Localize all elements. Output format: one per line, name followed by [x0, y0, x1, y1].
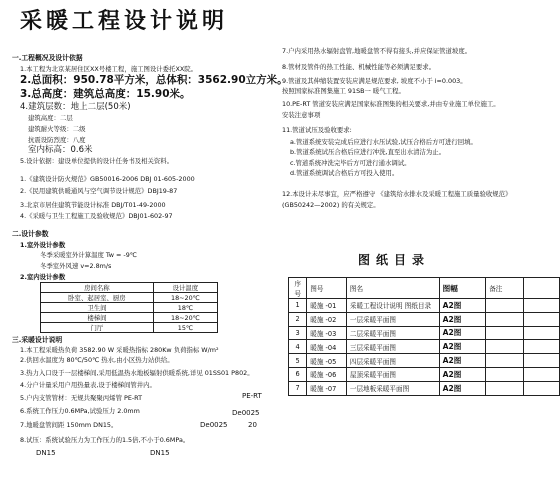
table-cell: 1	[289, 299, 307, 313]
table-cell: 暖施 -07	[307, 381, 347, 395]
section-heading-overview: 一.工程概况及设计依据	[12, 54, 83, 62]
table-cell: A2图	[439, 340, 486, 354]
subheading: 1.室外设计参数	[20, 241, 66, 249]
table-cell: 屋顶采暖平面图	[346, 367, 439, 381]
text-line: d.管道系统调试合格后方可投入使用。	[290, 169, 399, 177]
text-line: 室内标高：0.6米	[28, 145, 93, 155]
table-cell: A2图	[439, 326, 486, 340]
table-cell: 5	[289, 354, 307, 368]
text-line: 7.地暖盘管间距 150mm DN15。	[20, 421, 118, 429]
table-cell: A2图	[439, 354, 486, 368]
table-cell: 一层地板采暖平面图	[346, 381, 439, 395]
text-line: 12.本设计未尽事宜，应严格遵守 《建筑给水排水及采暖工程施工质量验收规范》	[282, 190, 512, 198]
text-line: (GB50242—2002) 的有关规定。	[282, 201, 380, 209]
text-line: b.管道系统试压合格后应进行冲洗,直至出水清洁为止。	[290, 148, 446, 156]
code-reference: 2.《民用建筑供暖通风与空气调节设计规范》DBJ19-87	[20, 187, 178, 195]
table-header: 图名	[346, 278, 439, 299]
table-row	[289, 299, 560, 313]
text-line: 10.PE-RT 管道安装应满足国家标准图集的相关要求,并由专业施工单位施工。	[282, 100, 500, 108]
table-cell	[523, 381, 559, 395]
table-cell	[523, 340, 559, 354]
directory-title: 图纸目录	[358, 253, 431, 267]
value-label: De0025	[200, 421, 228, 429]
text-line: 5.户内支管管材：无规共聚聚丙烯管 PE-RT	[20, 394, 143, 402]
table-cell	[486, 354, 523, 368]
table-cell: 暖施 -03	[307, 326, 347, 340]
table-header	[523, 278, 559, 299]
table-cell: A2图	[439, 299, 486, 313]
table-cell	[486, 326, 523, 340]
value-label: De0025	[232, 409, 260, 417]
code-reference: 4.《采暖与卫生工程施工及验收规范》DBJ01-602-97	[20, 212, 173, 220]
value-label: DN15	[150, 449, 170, 457]
text-line: 3.热力入口设于一层楼梯间,采用低温热水地板辐射供暖系统,详见 01SS01 P802。	[20, 369, 254, 377]
table-cell: A2图	[439, 367, 486, 381]
table-cell	[523, 354, 559, 368]
drawing-directory-table	[288, 277, 560, 396]
text-line: 1.本工程为北京某居住区XX号楼工程，施工图设计委托XX院。	[20, 65, 197, 73]
text-line: 安装注意事项	[282, 111, 321, 119]
section-heading-heating: 三.采暖设计说明	[12, 336, 63, 344]
text-line: 7.户内采用热水辐射盘管,地暖盘管不得有接头,并应保证管道坡度。	[282, 47, 472, 55]
text-line: 8.管材及管件的热工性能、机械性能等必须满足要求。	[282, 63, 436, 71]
table-row	[41, 313, 218, 323]
table-row	[289, 340, 560, 354]
text-line: 6.系统工作压力0.6MPa,试验压力 2.0mm	[20, 407, 140, 415]
section-heading-params: 二.设计参数	[12, 230, 49, 238]
subheading: 2.室内设计参数	[20, 273, 66, 281]
text-line: 4.分户计量采用户用热量表,设于楼梯间管井内。	[20, 381, 156, 389]
table-cell: 二层采暖平面图	[346, 326, 439, 340]
code-reference: 1.《建筑设计防火规范》GB50016-2006 DBJ 01-605-2000	[20, 175, 195, 183]
table-cell: 3	[289, 326, 307, 340]
table-row	[41, 293, 218, 303]
indoor-param-table	[40, 282, 218, 333]
table-cell	[523, 326, 559, 340]
table-cell	[523, 299, 559, 313]
text-line: 按照国家标准图集施工 91SB一 暖气工程。	[282, 87, 405, 95]
text-line: a.管道系统安装完成后应进行水压试验,试压合格后方可进行回填。	[290, 138, 477, 146]
table-cell: 暖施 -06	[307, 367, 347, 381]
table-cell: 四层采暖平面图	[346, 354, 439, 368]
table-cell	[486, 381, 523, 395]
table-cell: 15℃	[153, 323, 217, 333]
table-header: 备注	[486, 278, 523, 299]
code-reference: 3.北京市居住建筑节能设计标准 DBJ/T01-49-2000	[20, 201, 166, 209]
table-row	[41, 323, 218, 333]
table-row	[289, 367, 560, 381]
text-line: 8.试压：系统试验压力为工作压力的1.5倍,不小于0.6MPa。	[20, 436, 190, 444]
table-cell	[523, 367, 559, 381]
table-cell: 18℃	[153, 303, 217, 313]
table-cell: A2图	[439, 381, 486, 395]
table-cell	[486, 299, 523, 313]
table-cell: 2	[289, 312, 307, 326]
text-line: c.管道系统冲洗完毕后方可进行通水调试。	[290, 159, 411, 167]
table-cell: 暖施 -05	[307, 354, 347, 368]
page-title: 采暖工程设计说明	[20, 9, 229, 34]
table-cell: 暖施 -04	[307, 340, 347, 354]
text-line: 建筑耐火等级：二级	[28, 125, 86, 133]
table-cell: 18~20℃	[153, 313, 217, 323]
table-cell: 门厅	[41, 323, 154, 333]
table-cell: 7	[289, 381, 307, 395]
table-header: 图号	[307, 278, 347, 299]
table-header: 序号	[289, 278, 307, 299]
text-line: 2.供回水温度为 80℃/50℃ 热水,由小区热力站供给。	[20, 356, 174, 364]
table-header: 设计温度	[153, 283, 217, 293]
table-cell: 4	[289, 340, 307, 354]
value-label: 20	[248, 421, 257, 429]
table-row	[289, 354, 560, 368]
text-line: 抗震设防烈度：八度	[28, 136, 86, 144]
text-line: 4.建筑层数：地上二层(50米)	[20, 102, 131, 112]
table-row	[289, 326, 560, 340]
text-line: 11.管道试压及验收要求:	[282, 126, 352, 134]
table-cell: 采暖工程设计说明 图纸目录	[346, 299, 439, 313]
table-cell: 一层采暖平面图	[346, 312, 439, 326]
table-row	[289, 278, 560, 299]
text-line: 2.总面积：950.78平方米，总体积：3562.90立方米。	[20, 74, 288, 86]
text-line: 1.本工程采暖热负荷 3582.90 W 采暖热指标 280Kw 负荷指标 W/m²	[20, 346, 219, 354]
value-label: PE-RT	[242, 392, 262, 400]
table-row	[41, 303, 218, 313]
table-cell: 卫生间	[41, 303, 154, 313]
table-header: 图幅	[439, 278, 486, 299]
table-cell	[486, 367, 523, 381]
table-cell: 暖施 -02	[307, 312, 347, 326]
text-line: 9.管道及其伸缩装置安装应满足规范要求, 坡度不小于 i=0.003。	[282, 77, 467, 85]
table-cell: 卧室、起居室、厨房	[41, 293, 154, 303]
table-row	[289, 381, 560, 395]
param-line: 冬季采暖室外计算温度 Tw = -9℃	[40, 251, 137, 259]
text-line: 5.设计依据：建设单位提供的设计任务书及相关资料。	[20, 157, 174, 165]
text-line: 3.总高度：建筑总高度：15.90米。	[20, 88, 191, 100]
value-label: DN15	[36, 449, 56, 457]
table-row	[289, 312, 560, 326]
table-cell: A2图	[439, 312, 486, 326]
table-cell	[523, 312, 559, 326]
table-cell: 三层采暖平面图	[346, 340, 439, 354]
table-header: 房间名称	[41, 283, 154, 293]
table-cell: 楼梯间	[41, 313, 154, 323]
param-line: 冬季室外风速 v=2.8m/s	[40, 262, 112, 270]
table-cell: 18~20℃	[153, 293, 217, 303]
table-cell: 暖施 -01	[307, 299, 347, 313]
table-cell	[486, 340, 523, 354]
table-cell: 6	[289, 367, 307, 381]
table-row	[41, 283, 218, 293]
text-line: 建筑高度：二层	[28, 114, 73, 122]
table-cell	[486, 312, 523, 326]
